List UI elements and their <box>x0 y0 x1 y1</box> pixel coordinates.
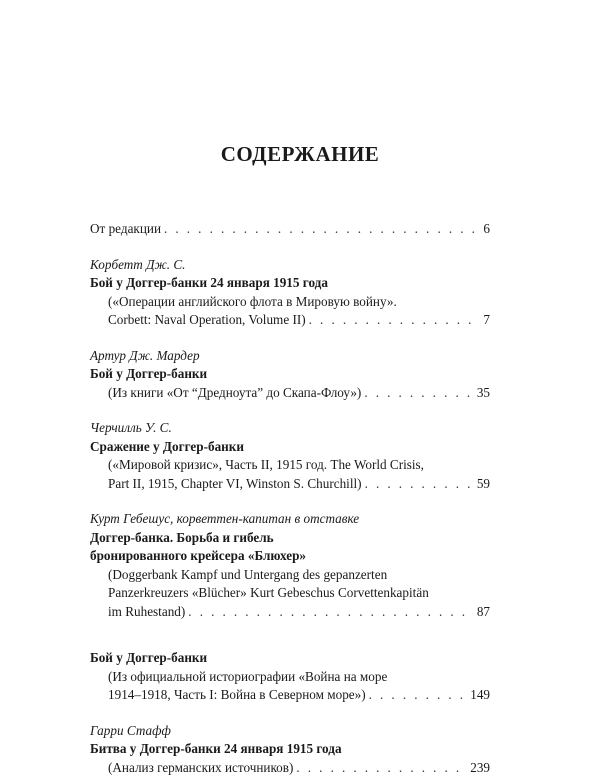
dot-leader <box>164 220 480 239</box>
toc-page-number: 239 <box>470 759 490 777</box>
dot-leader <box>365 475 474 494</box>
toc-line <box>90 686 490 705</box>
toc-entry-note: («Мировой кризис», Часть II, 1915 год. The World Crisis, <box>90 456 490 475</box>
toc-entry-note: (Анализ германских источников) <box>108 759 293 777</box>
toc-page-number: 149 <box>470 686 490 705</box>
toc-entry-note: 1914–1918, Часть I: Война в Северном море») <box>108 686 366 705</box>
dot-leader <box>309 311 481 330</box>
toc-entry-author: Артур Дж. Мардер <box>90 347 490 366</box>
dot-leader <box>188 603 474 622</box>
toc-entry-note: (Из книги «От “Дредноута” до Скапа-Флоу») <box>108 384 361 403</box>
dot-leader <box>369 686 468 705</box>
toc-entry-title: От редакции <box>90 220 161 239</box>
toc-entry-title: бронированного крейсера «Блюхер» <box>90 547 490 566</box>
toc-entry-title: Бой у Доггер-банки 24 января 1915 года <box>90 274 490 293</box>
toc-entry-author: Корбетт Дж. С. <box>90 256 490 275</box>
toc-entry-author: Гарри Стафф <box>90 722 490 741</box>
toc-entry-staff <box>90 722 490 777</box>
toc-entry-corbett <box>90 256 490 330</box>
toc-page-number: 35 <box>477 384 490 403</box>
toc-entry-marder <box>90 347 490 403</box>
toc-entry-note: (Doggerbank Kampf und Untergang des gepanzerten <box>90 566 490 585</box>
toc-entry-title: Бой у Доггер-банки <box>90 649 490 668</box>
toc-entry-note: (Из официальной историографии «Война на море <box>90 668 490 687</box>
toc-line <box>90 384 490 403</box>
dot-leader <box>364 384 474 403</box>
toc-entry-note: («Операции английского флота в Мировую войну». <box>90 293 490 312</box>
toc-line <box>90 759 490 777</box>
toc-entry-author: Черчилль У. С. <box>90 419 490 438</box>
toc-entry-note: Part II, 1915, Chapter VI, Winston S. Churchill) <box>108 475 362 494</box>
toc-entry-editorial <box>90 220 490 239</box>
toc-entry-gebeschus <box>90 510 490 621</box>
toc-entry-title: Бой у Доггер-банки <box>90 365 490 384</box>
toc-entry-title: Битва у Доггер-банки 24 января 1915 года <box>90 740 490 759</box>
toc-entry-note: im Ruhestand) <box>108 603 185 622</box>
table-of-contents <box>90 220 490 777</box>
page-title: СОДЕРЖАНИЕ <box>0 142 600 167</box>
toc-entry-author: Курт Гебешус, корветтен-капитан в отставке <box>90 510 490 529</box>
toc-line <box>90 475 490 494</box>
toc-line <box>90 603 490 622</box>
toc-entry-official-history <box>90 649 490 705</box>
toc-entry-churchill <box>90 419 490 493</box>
toc-entry-note: Panzerkreuzers «Blücher» Kurt Gebeschus Corvettenkapitän <box>90 584 490 603</box>
dot-leader <box>296 759 467 777</box>
toc-line <box>90 311 490 330</box>
toc-page-number: 7 <box>483 311 490 330</box>
toc-line <box>90 220 490 239</box>
toc-entry-title: Сражение у Доггер-банки <box>90 438 490 457</box>
toc-page-number: 87 <box>477 603 490 622</box>
toc-page-number: 59 <box>477 475 490 494</box>
toc-page-number: 6 <box>483 220 490 239</box>
toc-entry-note: Corbett: Naval Operation, Volume II) <box>108 311 306 330</box>
toc-entry-title: Доггер-банка. Борьба и гибель <box>90 529 490 548</box>
